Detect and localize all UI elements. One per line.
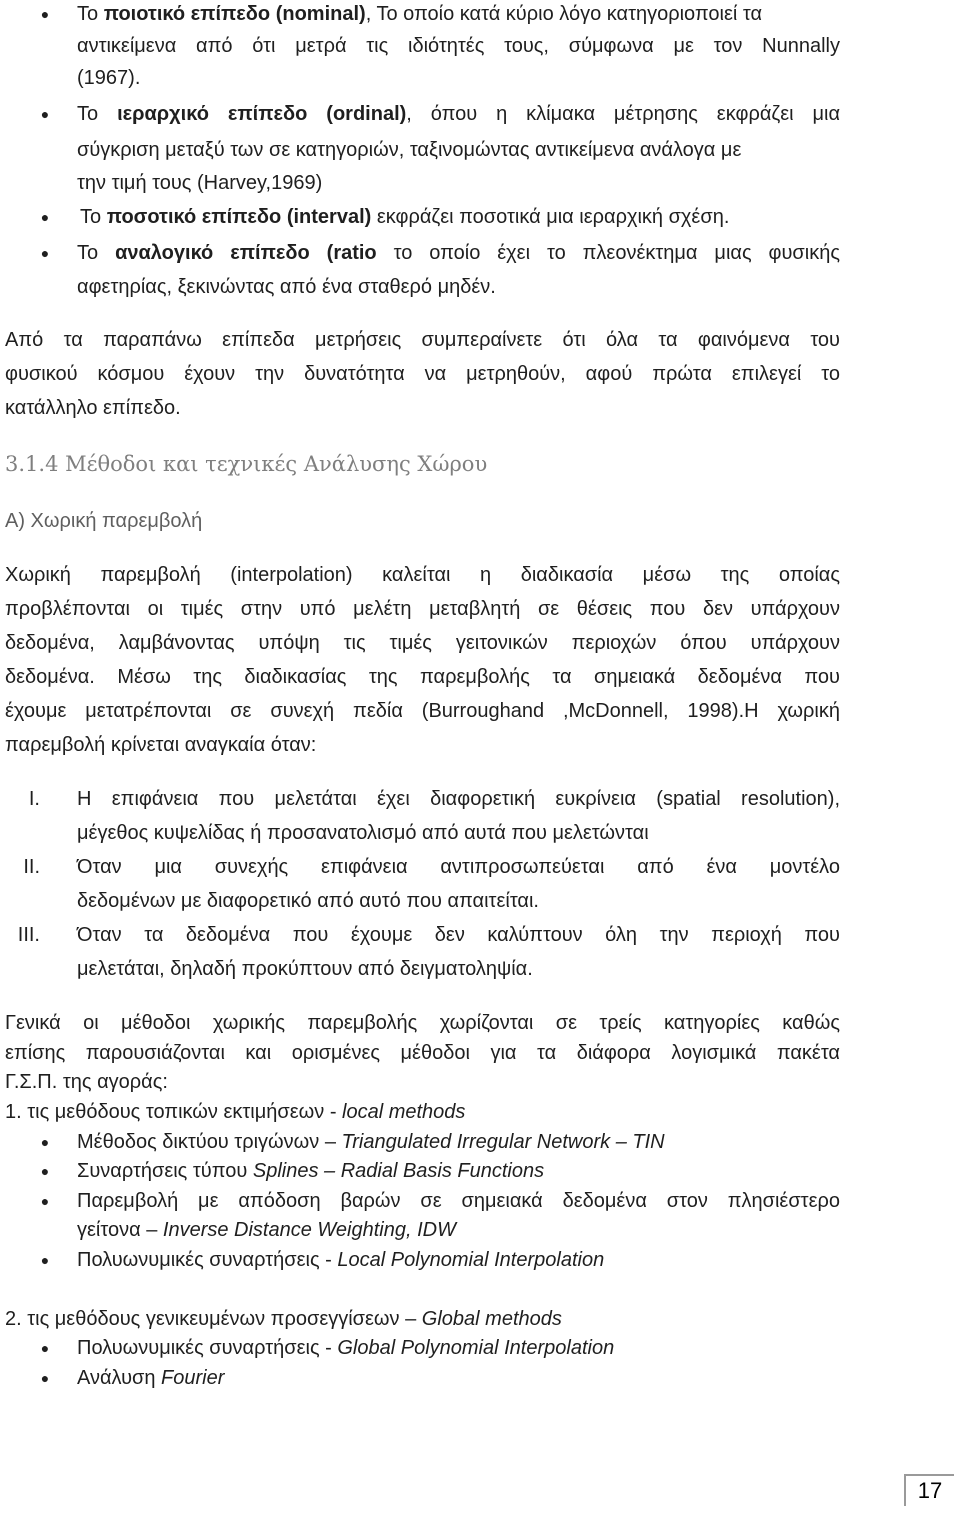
item-text: μέγεθος κυψελίδας ή προσανατολισμό από αυτά που μελετώνται xyxy=(77,822,649,844)
item-text: το οποίο έχει το πλεονέκτημα μιας φυσικής xyxy=(376,242,840,264)
item-text: Συναρτήσεις τύπου xyxy=(77,1160,253,1182)
item-text: δεδομένων με διαφορετικό από αυτό που απαιτείται. xyxy=(77,890,539,912)
bullet-icon: ● xyxy=(40,1163,50,1179)
item-bold-term: ποιοτικό επίπεδο (nominal) xyxy=(103,3,366,25)
item-text: μελετάται, δηλαδή προκύπτουν από δειγματοληψία. xyxy=(77,958,533,980)
item-text: , Το οποίο κατά κύριο λόγο κατηγοριοποιεί τα xyxy=(365,3,763,25)
section-heading: 3.1.4 Μέθοδοι και τεχνικές Ανάλυσης Χώρου xyxy=(5,452,488,476)
paragraph-line: φυσικού κόσμου έχουν την δυνατότητα να μετρηθούν, αφού πρώτα επιλεγεί το xyxy=(5,363,840,385)
item-bold-term: αναλογικό επίπεδο (ratio xyxy=(115,242,377,264)
paragraph-line: έχουμε μετατρέπονται σε συνεχή πεδία (Burroughand ,McDonnell, 1998).Η χωρική xyxy=(5,700,840,722)
paragraph-line: παρεμβολή κρίνεται αναγκαία όταν: xyxy=(5,734,317,756)
bullet-icon: ● xyxy=(40,1340,50,1356)
item-text: Η επιφάνεια που μελετάται έχει διαφορετική ευκρίνεια (spatial resolution), xyxy=(77,788,840,810)
item-bold-term: ιεραρχικό επίπεδο (ordinal) xyxy=(117,103,407,125)
bullet-icon: ● xyxy=(40,106,50,122)
paragraph-line: Χωρική παρεμβολή (interpolation) καλείται η διαδικασία μέσω της οποίας xyxy=(5,564,840,586)
group-title-italic: Global methods xyxy=(421,1308,562,1330)
item-text: Πολυωνυμικές συναρτήσεις - xyxy=(77,1337,338,1359)
item-text: Παρεμβολή με απόδοση βαρών σε σημειακά δεδομένα στον πλησιέστερο xyxy=(77,1190,840,1212)
item-italic: Splines – Radial Basis Functions xyxy=(252,1160,545,1182)
group-title-italic: local methods xyxy=(342,1101,466,1123)
item-text: σύγκριση μεταξύ των σε κατηγοριών, ταξινομώντας αντικείμενα ανάλογα με xyxy=(77,139,742,161)
bullet-icon: ● xyxy=(40,209,50,225)
subsection-heading: Α) Χωρική παρεμβολή xyxy=(5,510,203,532)
item-text: γείτονα – xyxy=(77,1219,163,1241)
item-text: Μέθοδος δικτύου τριγώνων – xyxy=(77,1131,342,1153)
item-italic: Triangulated Irregular Network – TIN xyxy=(341,1131,665,1153)
list-number: I. xyxy=(28,788,40,810)
item-text: Ανάλυση xyxy=(77,1367,162,1389)
paragraph-line: προβλέπονται οι τιμές στην υπό μελέτη μεταβλητή σε θέσεις που δεν υπάρχουν xyxy=(5,598,840,620)
item-text: Το xyxy=(77,103,118,125)
item-text: Όταν τα δεδομένα που έχουμε δεν καλύπτουν όλη την περιοχή που xyxy=(77,924,840,946)
bullet-icon: ● xyxy=(40,245,50,261)
item-text: Όταν μια συνεχής επιφάνεια αντιπροσωπεύεται από ένα μοντέλο xyxy=(77,856,840,878)
group-title-text: 1. τις μεθόδους τοπικών εκτιμήσεων - xyxy=(5,1101,343,1123)
paragraph-line: Γ.Σ.Π. της αγοράς: xyxy=(5,1071,168,1093)
page-number: 17 xyxy=(904,1474,954,1506)
item-text: Πολυωνυμικές συναρτήσεις - xyxy=(77,1249,338,1271)
item-text: αφετηρίας, ξεκινώντας από ένα σταθερό μηδέν. xyxy=(77,276,496,298)
item-text: (1967). xyxy=(77,67,141,89)
list-number: II. xyxy=(23,856,40,878)
item-italic: Global Polynomial Interpolation xyxy=(337,1337,615,1359)
paragraph-line: δεδομένα. Μέσω της διαδικασίας της παρεμβολής τα σημειακά δεδομένα που xyxy=(5,666,840,688)
item-text: εκφράζει ποσοτικά μια ιεραρχική σχέση. xyxy=(371,206,730,228)
paragraph-line: δεδομένα, λαμβάνοντας υπόψη τις τιμές γειτονικών περιοχών όπου υπάρχουν xyxy=(5,632,840,654)
item-bold-term: ποσοτικό επίπεδο (interval) xyxy=(106,206,372,228)
bullet-icon: ● xyxy=(40,1193,50,1209)
bullet-icon: ● xyxy=(40,6,50,22)
item-text: αντικείμενα από ότι μετρά τις ιδιότητές τους, σύμφωνα με τον Nunnally xyxy=(77,35,840,57)
item-text: , όπου η κλίμακα μέτρησης εκφράζει μια xyxy=(406,103,841,125)
item-italic: Fourier xyxy=(161,1367,225,1389)
item-italic: Inverse Distance Weighting, IDW xyxy=(162,1219,456,1241)
item-text: Το xyxy=(77,3,104,25)
group-title-text: 2. τις μεθόδους γενικευμένων προσεγγίσεων – xyxy=(5,1308,422,1330)
paragraph-line: Από τα παραπάνω επίπεδα μετρήσεις συμπεραίνετε ότι όλα τα φαινόμενα του xyxy=(5,329,840,351)
paragraph-line: κατάλληλο επίπεδο. xyxy=(5,397,181,419)
bullet-icon: ● xyxy=(40,1370,50,1386)
item-text: Το xyxy=(80,206,107,228)
item-italic: Local Polynomial Interpolation xyxy=(337,1249,605,1271)
bullet-icon: ● xyxy=(40,1134,50,1150)
list-number: III. xyxy=(17,924,40,946)
item-text: την τιμή τους (Harvey,1969) xyxy=(77,172,323,194)
item-text: Το xyxy=(77,242,116,264)
paragraph-line: επίσης παρουσιάζονται και ορισμένες μέθοδοι για τα διάφορα λογισμικά πακέτα xyxy=(5,1042,840,1064)
bullet-icon: ● xyxy=(40,1252,50,1268)
paragraph-line: Γενικά οι μέθοδοι χωρικής παρεμβολής χωρίζονται σε τρείς κατηγορίες καθώς xyxy=(5,1012,840,1034)
